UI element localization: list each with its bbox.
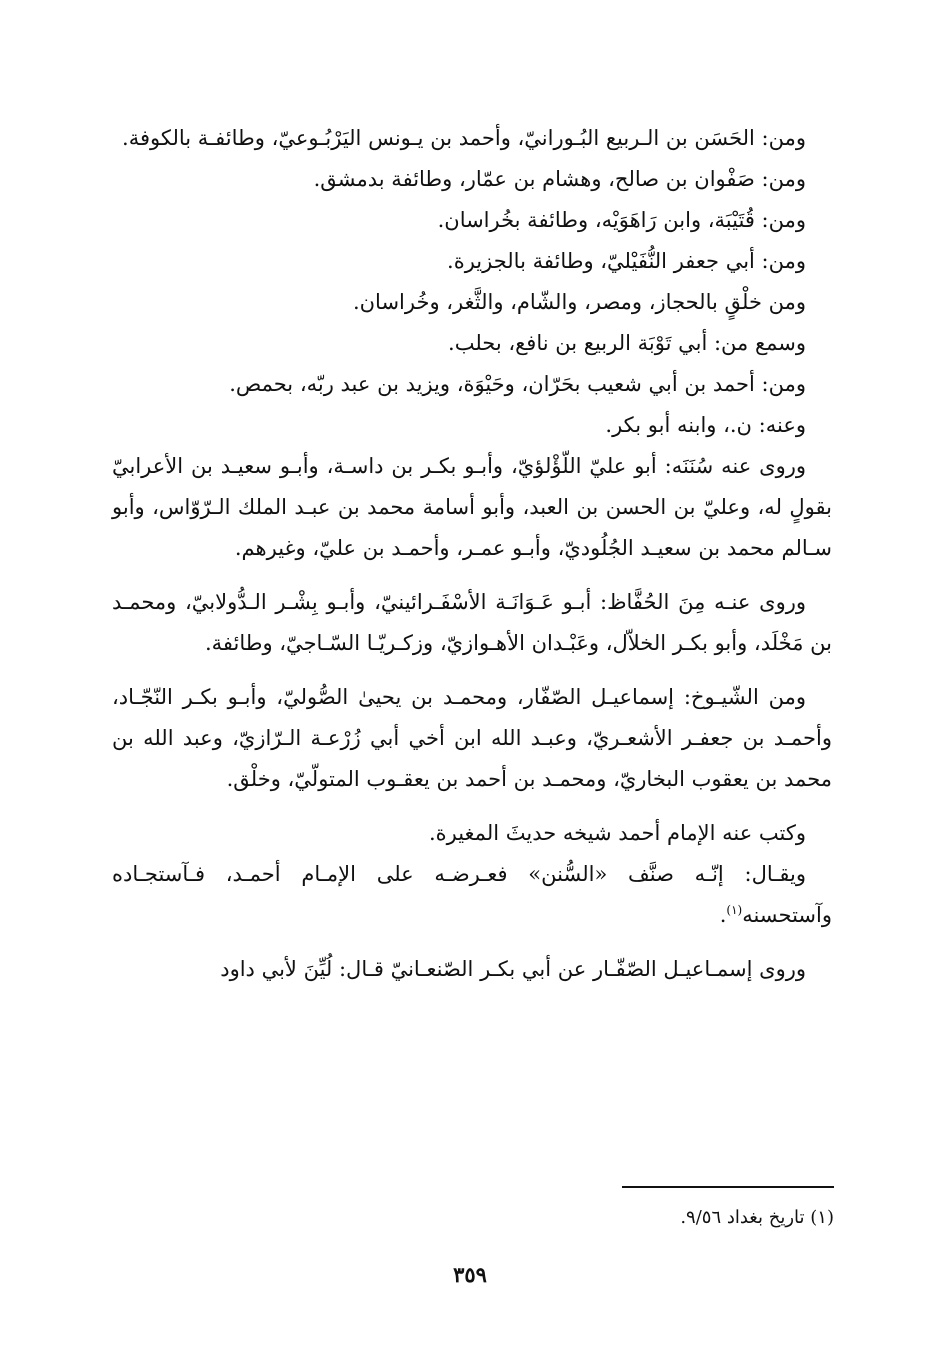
paragraph-kufa: ومن: الحَسَن بن الـربيع البُـورانيّ، وأحمد بن يـونس اليَرْبُـوعيّ، وطائفـة بالكوفة. [122,126,806,150]
paragraph-sunan-narrators: وروى عنه سُنَنَه: أبو عليّ اللّؤْلؤيّ، وأبـو بكـر بن داسـة، وأبـو سعيـد بن الأعرابيّ بقولٍ له، وعليّ بن الحسن بن العبد، وأبو أسامة محمد بن عبـد الملك الـرّوّاس، وأبو سـالم محمد بن سعيـد الجُلُوديّ، وأبـو عمـر، وأحمـد بن عليّ، وغيرهم. [112,454,832,560]
paragraph-damascus: ومن: صَفْوان بن صالح، وهشام بن عمّار، وطائفة بدمشق. [313,167,806,191]
sunan-review-text: ويقـال: إنّـه صنَّف «السُّنن» فعـرضـه على الإمـام أحمـد، فـآستجـاده وآستحسنه [112,862,832,927]
paragraph-shuyukh: ومن الشّيـوخ: إسماعيـل الصّفّار، ومحمـد بن يحيىٰ الصُّوليّ، وأبـو بكـر النّجّـاد، وأحمـد بن جعفـر الأشعـريّ، وعبـد الله ابن أخي أبي زُرْعـة الـرّازيّ، وعبد الله بن محمد بن يعقوب البخاريّ، ومحمـد بن أحمد بن يعقـوب المتولّيّ، وخلْق. [112,685,832,791]
footnote: (١) تاريخ بغداد ٩/٥٦. [680,1207,834,1228]
paragraph-saffar: وروى إسمـاعيـل الصّفّـار عن أبي بكـر الصّنعـانيّ قـال: لُيِّنَ لأبي داود [220,957,806,981]
page-number: ٣٥٩ [453,1262,487,1287]
paragraph-sunan-review: ويقـال: إنّـه صنَّف «السُّنن» فعـرضـه على الإمـام أحمـد، فـآستجـاده وآستحسنه$^{(١)}$. [112,862,832,927]
paragraph-imam-ahmad: وكتب عنه الإمام أحمد شيخه حديثَ المغيرة. [428,821,806,845]
paragraph-huffaz: وروى عنـه مِنَ الحُفَّاظ: أبـو عَـوَانَـة الأسْفَـرائينيّ، وأبـو بِشْـر الـدُّولابيّ، ومحمـد بن مَخْلَد، وأبو بكـر الخلاّل، وعَبْـدان الأهـوازيّ، وزكـريّـا السّـاجيّ، وطائفة. [112,590,832,655]
paragraph-hims: ومن: أحمد بن أبي شعيب بحَرّان، وحَيْوَة، ويزيد بن عبد ربّه، بحمص. [229,372,806,396]
footnote-divider [622,1186,834,1188]
paragraph-students: وعنه: ن.، وابنه أبو بكر. [605,413,806,437]
footnote-marker[interactable]: (١) [726,903,743,917]
paragraph-jazira: ومن: أبي جعفر النُّفَيْليّ، وطائفة بالجزيرة. [447,249,806,273]
main-text [112,118,832,990]
paragraph-khurasan: ومن: قُتَيْبَة، وابن رَاهَوَيْه، وطائفة بخُراسان. [437,208,806,232]
paragraph-hijaz: ومن خلْقٍ بالحجاز، ومصر، والشّام، والثَّغر، وخُراسان. [352,290,806,314]
paragraph-aleppo: وسمع من: أبي تَوْبَة الربيع بن نافع، بحلب. [448,331,806,355]
